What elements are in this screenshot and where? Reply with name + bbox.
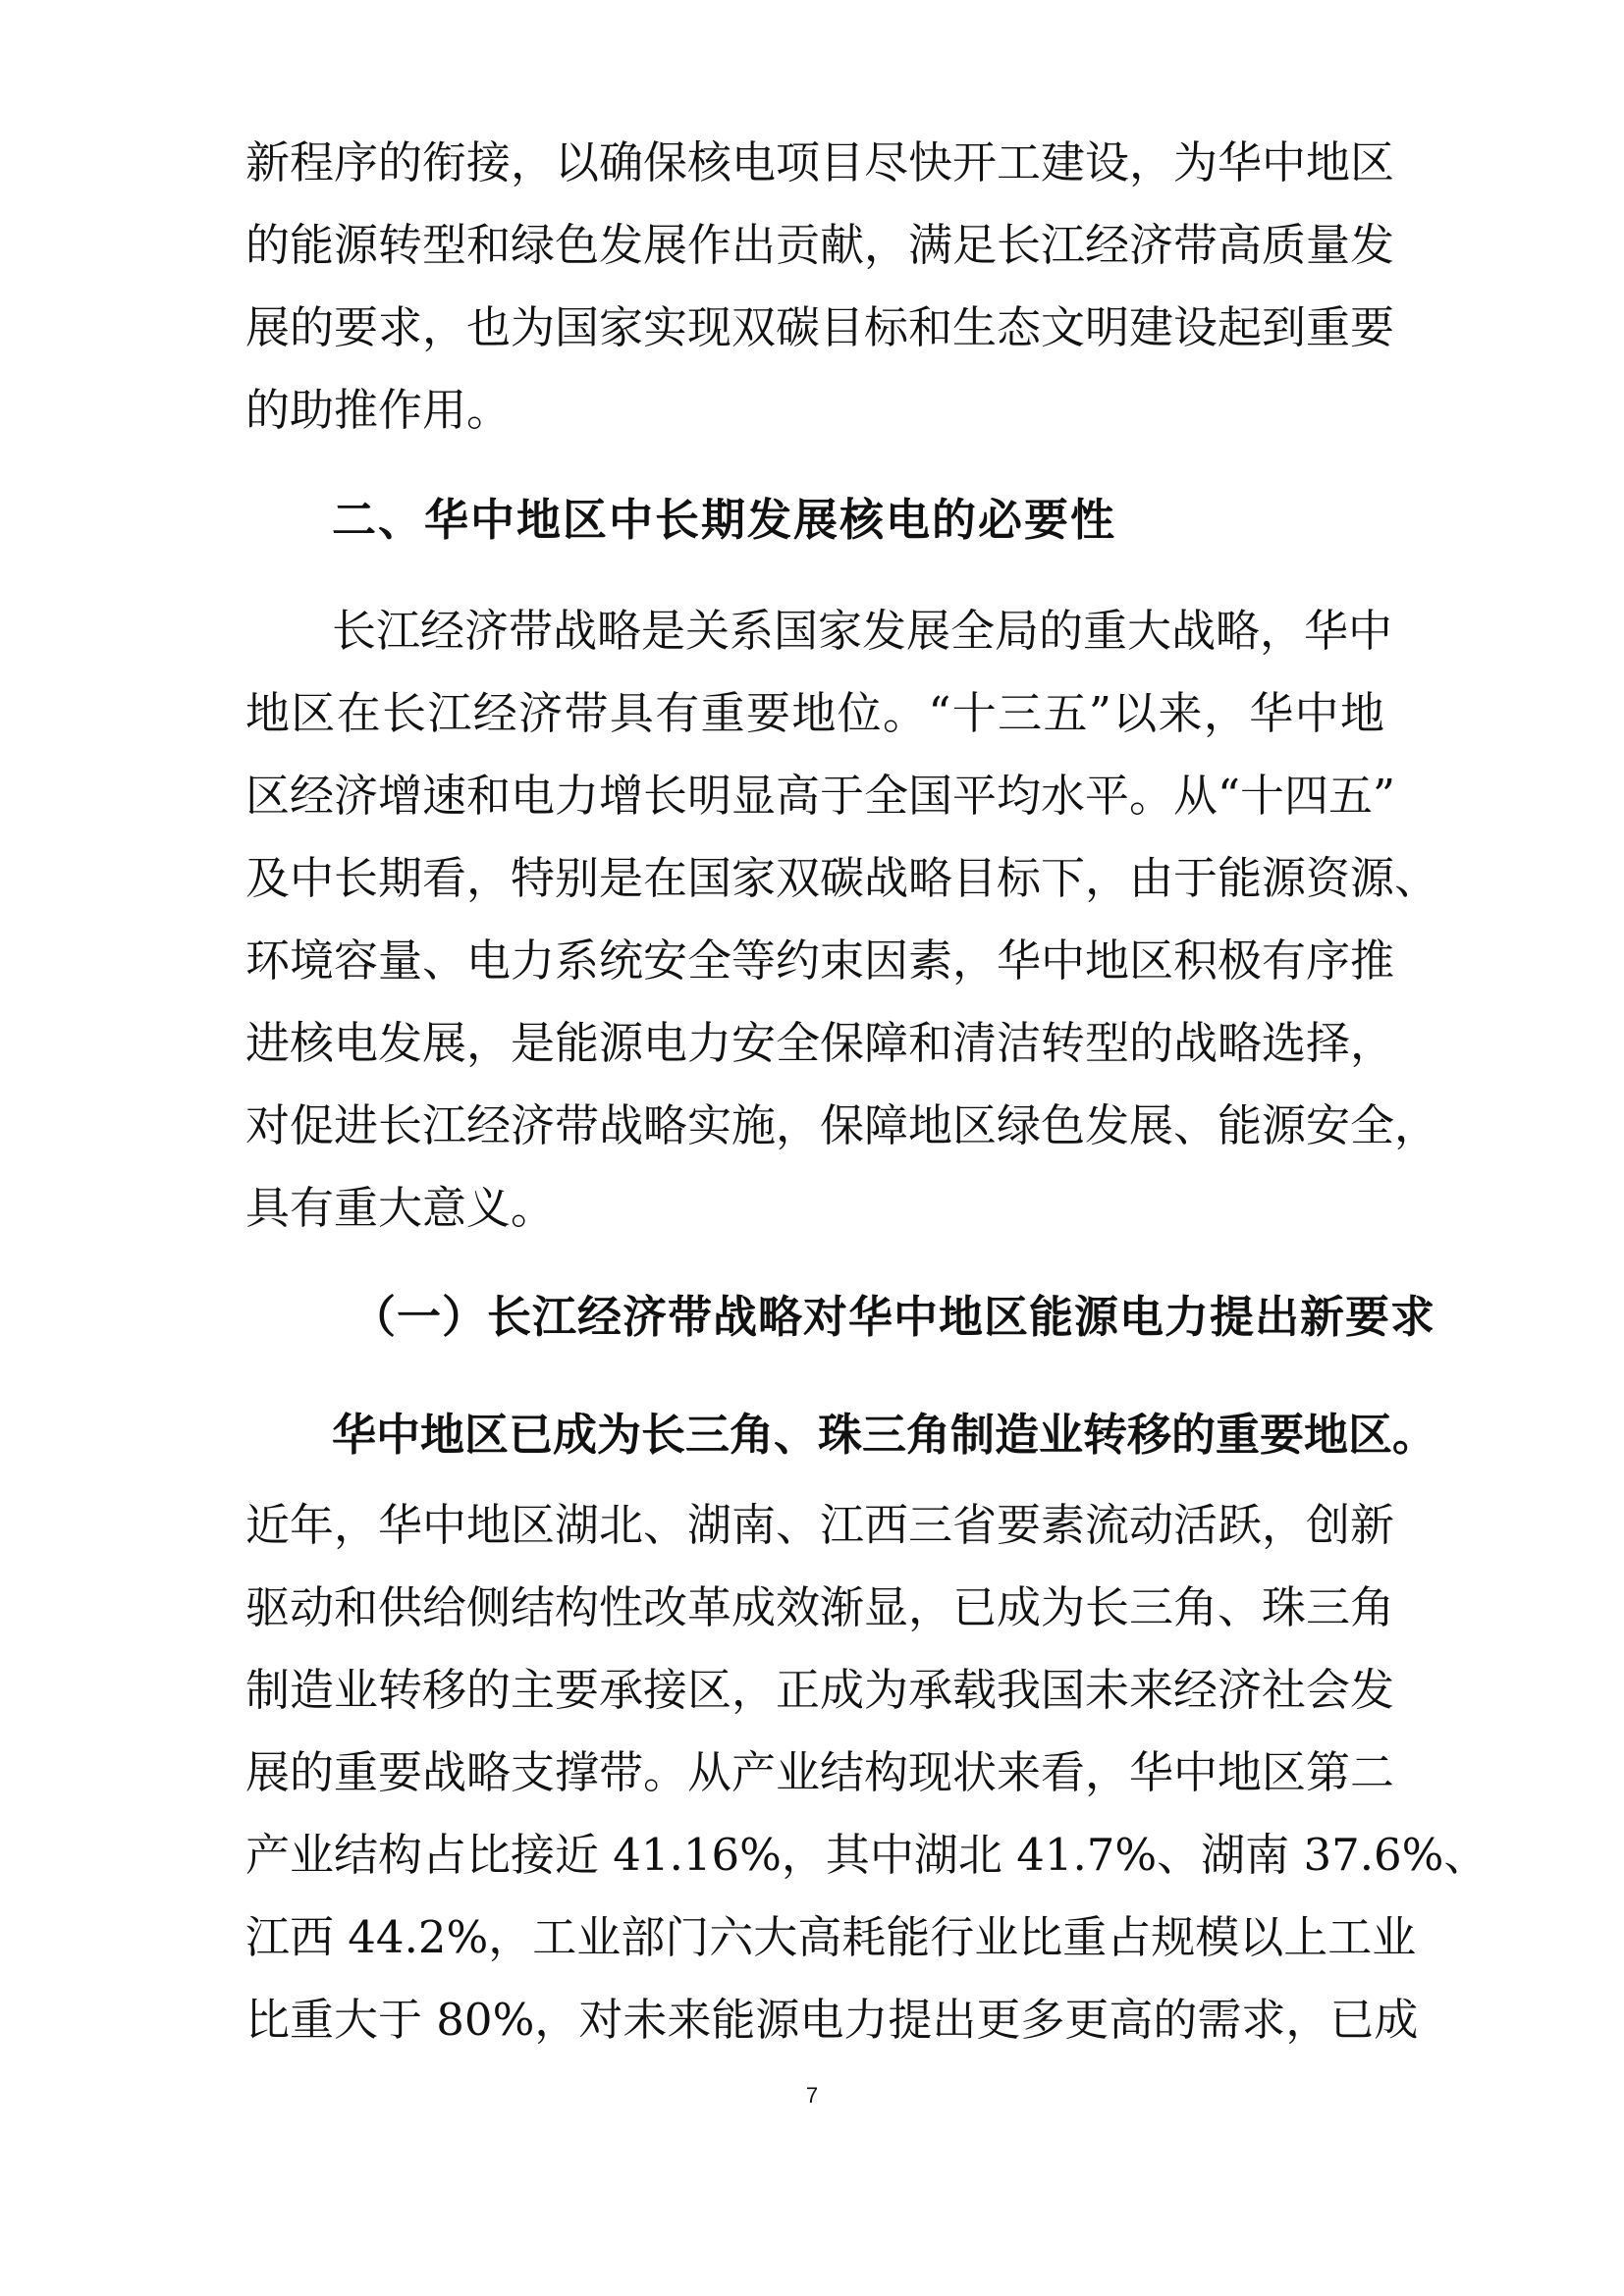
paragraph-2-line-1: 长江经济带战略是关系国家发展全局的重大战略，华中 — [332, 605, 1393, 657]
lead-sentence: 华中地区已成为长三角、珠三角制造业转移的重要地区。 — [332, 1409, 1437, 1461]
paragraph-2-line-5: 环境容量、电力系统安全等约束因素，华中地区积极有序推 — [245, 934, 1395, 987]
paragraph-3-line-4: 展的重要战略支撑带。从产业结构现状来看，华中地区第二 — [245, 1746, 1395, 1798]
paragraph-2-line-2: 地区在长江经济带具有重要地位。“十三五”以来，华中地 — [245, 687, 1384, 739]
paragraph-2-line-3: 区经济增速和电力增长明显高于全国平均水平。从“十四五” — [245, 770, 1396, 822]
paragraph-2-line-8: 具有重大意义。 — [245, 1182, 556, 1234]
paragraph-2-line-7: 对促进长江经济带战略实施，保障地区绿色发展、能源安全， — [245, 1099, 1439, 1151]
section-heading: 二、华中地区中长期发展核电的必要性 — [332, 494, 1117, 546]
paragraph-3-line-5: 产业结构占比接近 41.16%，其中湖北 41.7%、湖南 37.6%、 — [245, 1829, 1489, 1881]
paragraph-1-line-3: 展的要求，也为国家实现双碳目标和生态文明建设起到重要 — [245, 301, 1395, 353]
paragraph-1-line-2: 的能源转型和绿色发展作出贡献，满足长江经济带高质量发 — [245, 219, 1395, 271]
paragraph-3-line-3: 制造业转移的主要承接区，正成为承载我国未来经济社会发 — [245, 1664, 1395, 1716]
paragraph-3-line-7: 比重大于 80%，对未来能源电力提出更多更高的需求，已成 — [245, 1994, 1419, 2046]
paragraph-1-line-1: 新程序的衔接，以确保核电项目尽快开工建设，为华中地区 — [245, 136, 1395, 188]
page-number: 7 — [805, 2083, 819, 2108]
paragraph-3-line-1: 近年，华中地区湖北、湖南、江西三省要素流动活跃，创新 — [245, 1499, 1395, 1551]
paragraph-1-line-4: 的助推作用。 — [245, 384, 512, 436]
paragraph-2-line-6: 进核电发展，是能源电力安全保障和清洁转型的战略选择， — [245, 1017, 1395, 1069]
paragraph-3-line-6: 江西 44.2%，工业部门六大高耗能行业比重占规模以上工业 — [245, 1911, 1417, 1963]
subsection-heading: （一）长江经济带战略对华中地区能源电力提出新要求 — [352, 1291, 1436, 1343]
paragraph-3-line-2: 驱动和供给侧结构性改革成效渐显，已成为长三角、珠三角 — [245, 1581, 1395, 1633]
paragraph-2-line-4: 及中长期看，特别是在国家双碳战略目标下，由于能源资源、 — [245, 852, 1439, 904]
